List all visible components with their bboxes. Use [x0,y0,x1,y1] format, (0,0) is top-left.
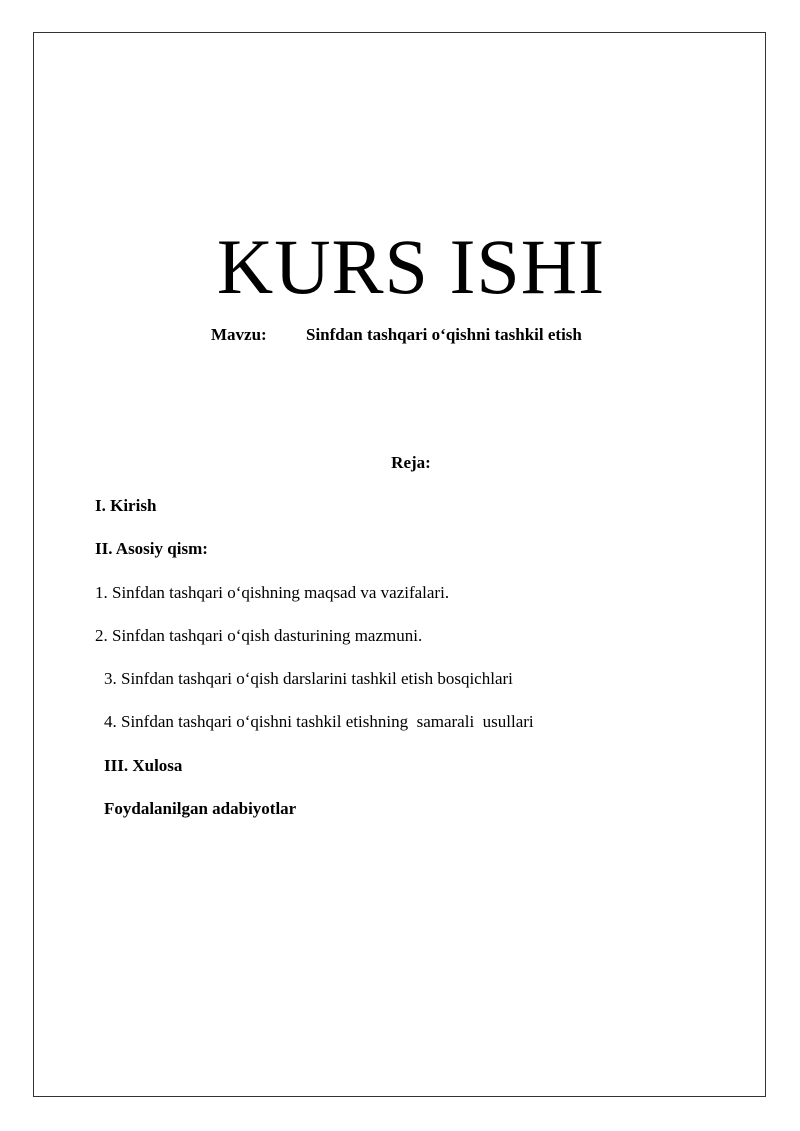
plan-item-2: 2. Sinfdan tashqari o‘qish dasturining mazmuni. [95,626,423,645]
plan-item-references: Foydalanilgan adabiyotlar [104,799,297,818]
plan-item-4: 4. Sinfdan tashqari o‘qishni tashkil etishning samarali usullari [104,712,534,731]
plan-item-main-part: II. Asosiy qism: [95,539,208,558]
plan-title: Reja: [391,453,431,472]
plan-item-3: 3. Sinfdan tashqari o‘qish darslarini tashkil etish bosqichlari [104,669,513,688]
page-border [33,32,766,1097]
subject-line [211,324,582,346]
document-title: KURS ISHI [216,223,606,310]
subject-label: Mavzu: [211,325,267,344]
plan-item-introduction: I. Kirish [95,496,157,515]
plan-item-1: 1. Sinfdan tashqari o‘qishning maqsad va vazifalari. [95,583,450,602]
plan-item-conclusion: III. Xulosa [104,756,183,775]
subject-text: Sinfdan tashqari o‘qishni tashkil etish [306,325,582,344]
